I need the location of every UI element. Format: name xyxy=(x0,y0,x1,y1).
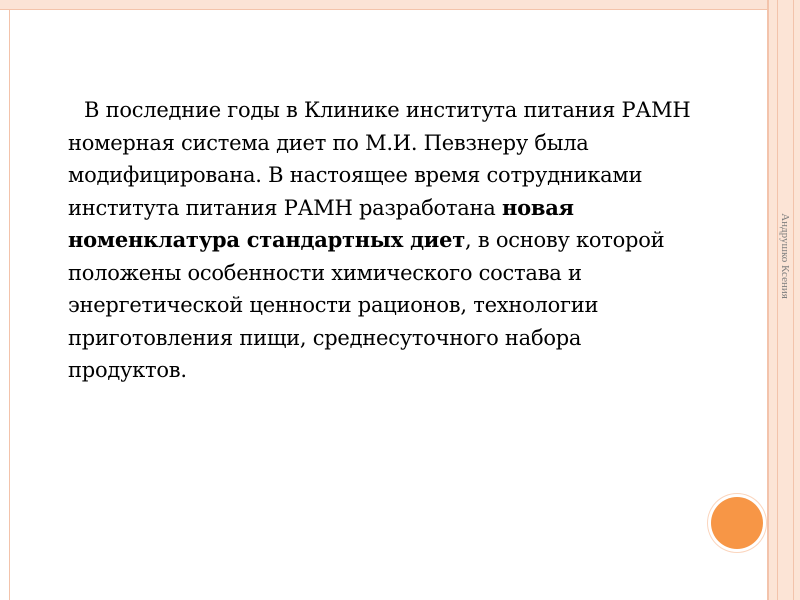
paragraph-bold-term: новая номенклатура стандартных диет xyxy=(68,194,574,252)
paragraph-text-end: , в основу которой положены особенности химического состава и энергетической ценности рационов, технологии приготовления пищи, среднесуточного набора продуктов. xyxy=(68,228,665,382)
frame-left xyxy=(0,0,10,600)
author-label: Андрушко Ксения xyxy=(779,213,791,299)
paragraph-text-start: В последние годы в Клинике института питания РАМН номерная система диет по М.И. Певзнеру была модифицирована. В настоящее время сотрудниками института питания РАМН разработана xyxy=(68,98,691,220)
decorative-circle xyxy=(711,497,763,549)
frame-top xyxy=(0,0,769,10)
side-band-line xyxy=(793,0,794,600)
body-paragraph xyxy=(68,94,693,387)
side-band-line xyxy=(777,0,778,600)
